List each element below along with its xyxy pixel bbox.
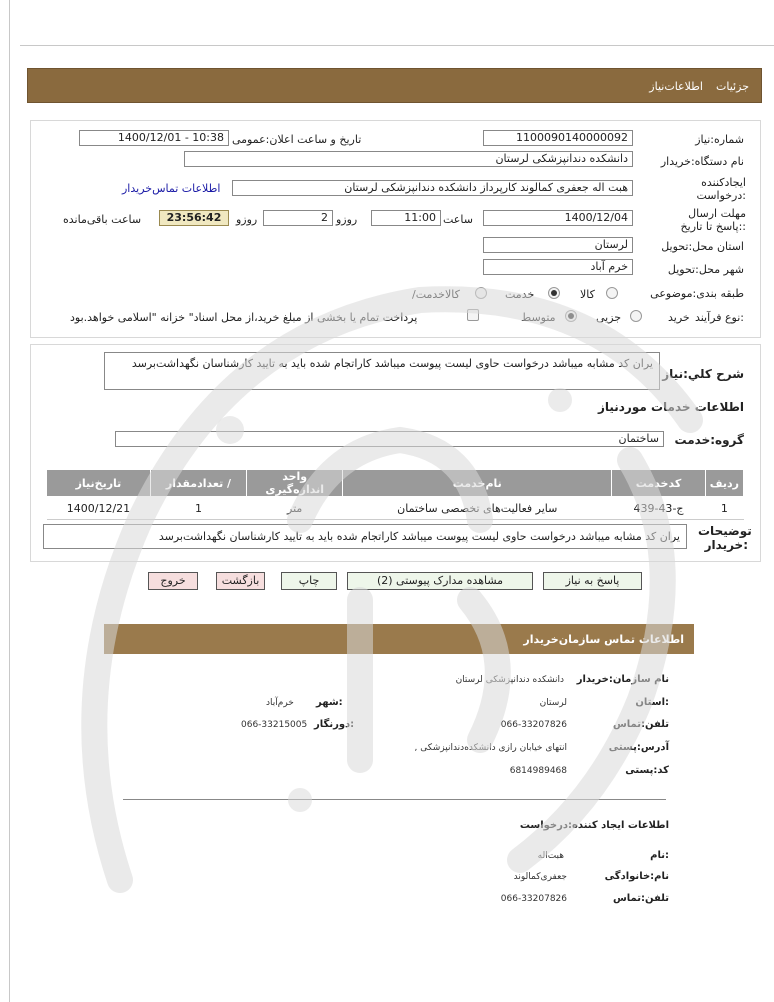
contact-fax-label: :دورنگار	[314, 719, 355, 730]
cell-code: ج-43-439	[612, 497, 706, 520]
services-table-header	[47, 470, 744, 497]
category-goods-label: کالا	[580, 288, 595, 301]
contact-address-label: آدرس:پستی	[608, 742, 669, 753]
contact-phone-label: تلفن:تماس	[612, 719, 669, 730]
category-goods-service-label: /کالاخدمت	[412, 288, 460, 301]
contact-fax-value: 066-33215005	[241, 720, 308, 730]
days-suffix: روزو	[236, 213, 258, 226]
description-text: یران کد مشابه میباشد درخواست حاوی لیست پیوست میباشد کاراتجام شده باید به تایید کارشناسان نگهداشت‌برسد	[104, 352, 660, 390]
contact-postal-label: کد:پستی	[625, 765, 669, 776]
col-unit-header: واحد اندازه‌گیری	[247, 470, 343, 497]
buyer-notes-text: یران کد مشابه میباشد درخواست حاوی لیست پیوست میباشد کاراتجام شده باید به تایید کارشناسان نگهداشت‌برسد	[43, 524, 687, 549]
need-number-field: 1100090140000092	[483, 130, 633, 146]
header-bar	[27, 68, 762, 103]
creator-phone-value: 066-33207826	[500, 894, 567, 904]
reply-button[interactable]: پاسخ به نیاز	[543, 572, 642, 590]
remaining-time-display: 23:56:42	[159, 210, 229, 226]
contact-info-bar	[104, 624, 694, 654]
tab-need-info[interactable]: اطلاعات‌نیاز	[649, 80, 703, 93]
time-label: ساعت	[443, 213, 473, 226]
treasury-payment-checkbox[interactable]	[467, 309, 479, 321]
cell-qty: 1	[150, 497, 246, 520]
cell-row: 1	[705, 497, 743, 520]
buyer-notes-label: توضیحات :خریدار	[698, 524, 752, 552]
service-group-label: گروه:خدمت	[674, 433, 744, 447]
top-divider	[20, 45, 774, 46]
service-group-field: ساختمان	[115, 431, 664, 447]
cell-unit: متر	[247, 497, 343, 520]
col-date-header: تاریخ‌نیاز	[47, 470, 151, 497]
process-medium-radio[interactable]	[565, 310, 577, 322]
deadline-date-field: 1400/12/04	[483, 210, 633, 226]
remaining-label: ساعت باقی‌مانده	[63, 213, 142, 226]
description-label: شرح کلي:نیاز	[662, 367, 744, 381]
process-buy-label: خرید	[668, 311, 690, 324]
tab-details[interactable]: جزئيات	[716, 80, 749, 93]
announce-label: تاریخ و ساعت اعلان:عمومی	[232, 133, 362, 146]
contact-info-title: اطلاعات تماس سازمان‌خریدار	[523, 633, 684, 646]
back-button[interactable]: بازگشت	[216, 572, 265, 590]
col-name-header: نام‌خدمت	[343, 470, 612, 497]
print-button[interactable]: چاپ	[281, 572, 337, 590]
services-title: اطلاعات خدمات موردنیاز	[597, 400, 744, 414]
contact-address-value: انتهای خیابان رازی دانشکده‌دندانپزشکی ,	[414, 743, 567, 753]
province-field: لرستان	[483, 237, 633, 253]
buyer-contact-link[interactable]: اطلاعات تماس‌خریدار	[122, 182, 221, 195]
col-qty-header: / تعدادمقدار	[150, 470, 246, 497]
contact-city-label: :شهر	[316, 697, 343, 708]
creator-first-name-label: :نام	[650, 850, 669, 861]
left-border	[9, 0, 10, 1002]
creator-info-title: اطلاعات ایجاد کننده:درخواست	[519, 820, 669, 831]
treasury-payment-note: پرداخت تمام یا بخشی از مبلغ خرید،از محل اسناد" خزانه "اسلامی خواهد.بود	[70, 311, 418, 324]
creator-label: ایجادکننده درخواست:	[696, 176, 746, 202]
city-field: خرم آباد	[483, 259, 633, 275]
services-table	[46, 469, 744, 520]
province-label: استان محل:تحویل	[661, 240, 744, 253]
creator-last-name-label: نام:خانوادگی	[604, 871, 669, 882]
category-service-radio[interactable]	[548, 287, 560, 299]
city-label: شهر محل:تحویل	[667, 263, 744, 276]
contact-postal-value: 6814989468	[509, 766, 567, 776]
category-goods-radio[interactable]	[606, 287, 618, 299]
need-number-label: شماره:نیاز	[695, 133, 744, 146]
process-medium-label: متوسط	[521, 311, 556, 324]
cell-date: 1400/12/21	[47, 497, 151, 520]
view-attachments-button[interactable]: مشاهده مدارک پیوستی (2)	[347, 572, 533, 590]
deadline-time-field: 11:00	[371, 210, 441, 226]
col-code-header: کدخدمت	[612, 470, 706, 497]
contact-phone-value: 066-33207826	[500, 720, 567, 730]
contact-province-value: لرستان	[539, 698, 567, 708]
table-row	[47, 497, 744, 520]
creator-first-name-value: هبت‌اله	[537, 851, 564, 861]
process-minor-radio[interactable]	[630, 310, 642, 322]
contact-province-label: :استان	[635, 697, 669, 708]
contact-divider	[123, 799, 666, 800]
org-name-label: نام سازمان:خریدار	[576, 674, 669, 685]
col-row-header: ردیف	[705, 470, 743, 497]
cell-name: سایر فعالیت‌های تخصصی ساختمان	[343, 497, 612, 520]
exit-button[interactable]: خروج	[148, 572, 198, 590]
category-goods-service-radio[interactable]	[475, 287, 487, 299]
org-name-value: دانشکده دندانپزشکی لرستان	[455, 675, 564, 685]
creator-field: هبت اله جعفری کمالوند کارپرداز دانشکده دندانپزشکی لرستان	[232, 180, 633, 196]
buyer-org-label: نام دستگاه:خریدار	[660, 155, 744, 168]
buyer-org-field: دانشکده دندانپزشکی لرستان	[184, 151, 633, 167]
process-minor-label: جزیی	[596, 311, 622, 324]
category-label: طبقه بندی:موضوعی	[650, 287, 744, 300]
deadline-label: مهلت ارسال :پاسخ تا تاریخ:	[680, 207, 746, 233]
creator-last-name-value: جعفری‌کمالوند	[513, 872, 567, 882]
days-label: روزو	[336, 213, 358, 226]
creator-phone-label: تلفن:تماس	[612, 893, 669, 904]
days-field: 2	[263, 210, 333, 226]
category-service-label: خدمت	[505, 288, 535, 301]
process-type-label: نوع فرآیند:	[694, 311, 744, 324]
announce-field: 1400/12/01 - 10:38	[79, 130, 229, 146]
contact-city-value: خرم‌آباد	[266, 698, 294, 708]
